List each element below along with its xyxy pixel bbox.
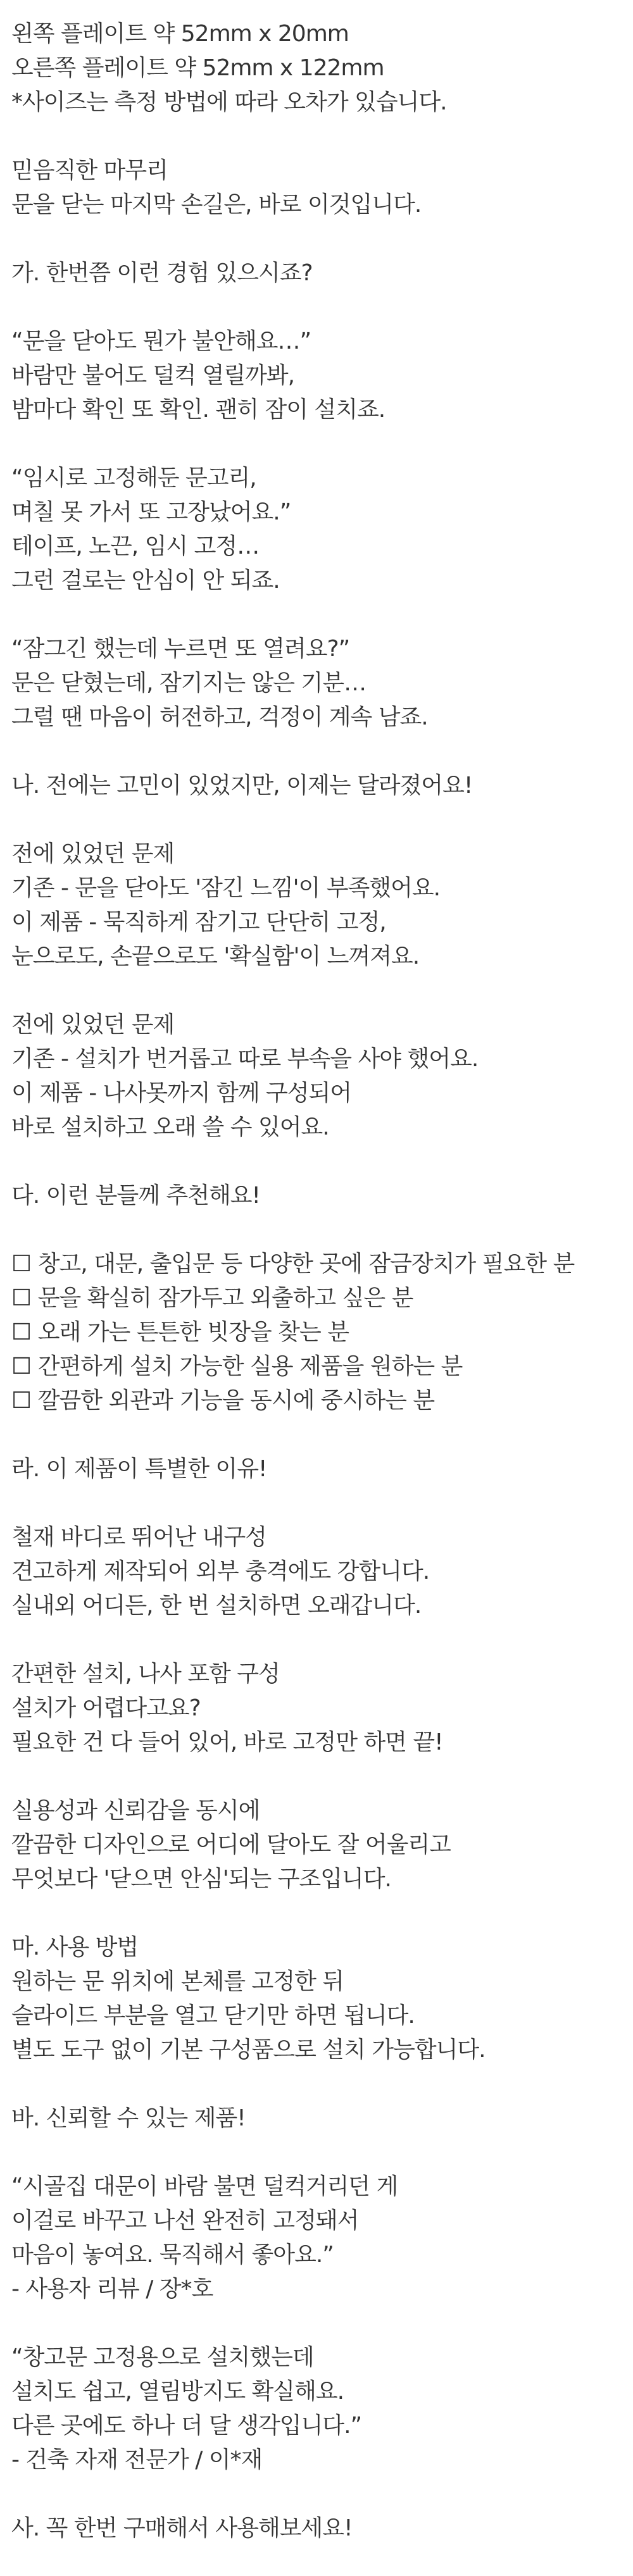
feature-2-line-2: 필요한 건 다 들어 있어, 바로 고정만 하면 끝! — [11, 1729, 443, 1755]
recommend-item-3: ☐ 오래 가는 튼튼한 빗장을 찾는 분 — [11, 1319, 349, 1345]
feature-1-line-2: 실내외 어디든, 한 번 설치하면 오래갑니다. — [11, 1593, 422, 1619]
case-2-line-4: 그런 걸로는 안심이 안 되죠. — [11, 568, 280, 594]
case-2-line-2: 며칠 못 가서 또 고장났어요.” — [11, 499, 291, 525]
review-2-line-1: “창고문 고정용으로 설치했는데 — [11, 2344, 314, 2370]
feature-1-line-1: 견고하게 제작되어 외부 충격에도 강합니다. — [11, 1559, 430, 1584]
case-1-line-3: 밤마다 확인 또 확인. 괜히 잠이 설치죠. — [11, 397, 385, 423]
recommend-item-4: ☐ 간편하게 설치 가능한 실용 제품을 원하는 분 — [11, 1353, 463, 1379]
section-heading-ra: 라. 이 제품이 특별한 이유! — [11, 1456, 267, 1482]
review-2-line-2: 설치도 쉽고, 열림방지도 확실해요. — [11, 2379, 344, 2405]
feature-1-title: 철재 바디로 뛰어난 내구성 — [11, 1524, 266, 1550]
case-3-line-3: 그럴 땐 마음이 허전하고, 걱정이 계속 남죠. — [11, 704, 428, 730]
recommend-item-1: ☐ 창고, 대문, 출입문 등 다양한 곳에 잠금장치가 필요한 분 — [11, 1251, 575, 1277]
section-heading-ma: 마. 사용 방법 — [11, 1934, 139, 1960]
problem-1-before: 기존 - 문을 닫아도 '잠긴 느낌'이 부족했어요. — [11, 875, 441, 901]
usage-line-2: 슬라이드 부분을 열고 닫기만 하면 됩니다. — [11, 2003, 415, 2029]
case-3-line-1: “잠그긴 했는데 누르면 또 열려요?” — [11, 636, 350, 662]
problem-2-after-cont: 바로 설치하고 오래 쓸 수 있어요. — [11, 1114, 329, 1140]
problem-2-after: 이 제품 - 나사못까지 함께 구성되어 — [11, 1080, 352, 1106]
spec-right-plate: 오른쪽 플레이트 약 52mm x 122mm — [11, 55, 384, 81]
case-1-line-1: “문을 닫아도 뭔가 불안해요…” — [11, 328, 311, 354]
case-2-line-3: 테이프, 노끈, 임시 고정… — [11, 533, 260, 559]
review-1-line-3: 마음이 놓여요. 묵직해서 좋아요.” — [11, 2242, 334, 2268]
review-1-author: - 사용자 리뷰 / 장*호 — [11, 2276, 213, 2302]
case-3-line-2: 문은 닫혔는데, 잠기지는 않은 기분… — [11, 670, 367, 696]
feature-3-line-1: 깔끔한 디자인으로 어디에 달아도 잘 어울리고 — [11, 1832, 451, 1858]
problem-1-after: 이 제품 - 묵직하게 잠기고 단단히 고정, — [11, 909, 386, 935]
case-2-line-1: “임시로 고정해둔 문고리, — [11, 465, 256, 491]
recommend-item-2: ☐ 문을 확실히 잠가두고 외출하고 싶은 분 — [11, 1285, 413, 1311]
spec-left-plate: 왼쪽 플레이트 약 52mm x 20mm — [11, 21, 349, 47]
review-2-author: - 건축 자재 전문가 / 이*재 — [11, 2447, 263, 2473]
intro-subline: 문을 닫는 마지막 손길은, 바로 이것입니다. — [11, 192, 422, 218]
feature-3-title: 실용성과 신뢰감을 동시에 — [11, 1798, 260, 1824]
case-1-line-2: 바람만 불어도 덜컥 열릴까봐, — [11, 363, 295, 389]
section-heading-na: 나. 전에는 고민이 있었지만, 이제는 달라졌어요! — [11, 773, 473, 799]
problem-1-title: 전에 있었던 문제 — [11, 841, 175, 867]
intro-headline: 믿음직한 마무리 — [11, 158, 168, 184]
section-heading-da: 다. 이런 분들께 추천해요! — [11, 1183, 260, 1209]
review-2-line-3: 다른 곳에도 하나 더 달 생각입니다.” — [11, 2413, 362, 2439]
usage-line-3: 별도 도구 없이 기본 구성품으로 설치 가능합니다. — [11, 2037, 486, 2063]
problem-1-after-cont: 눈으로도, 손끝으로도 '확실함'이 느껴져요. — [11, 943, 420, 969]
section-heading-ga: 가. 한번쯤 이런 경험 있으시죠? — [11, 260, 313, 286]
section-heading-ba: 바. 신뢰할 수 있는 제품! — [11, 2105, 246, 2131]
problem-2-before: 기존 - 설치가 번거롭고 따로 부속을 사야 했어요. — [11, 1046, 479, 1072]
problem-2-title: 전에 있었던 문제 — [11, 1012, 175, 1038]
feature-2-title: 간편한 설치, 나사 포함 구성 — [11, 1661, 280, 1687]
section-heading-sa: 사. 꼭 한번 구매해서 사용해보세요! — [11, 2515, 353, 2541]
usage-line-1: 원하는 문 위치에 본체를 고정한 뒤 — [11, 1969, 344, 1994]
feature-3-line-2: 무엇보다 '닫으면 안심'되는 구조입니다. — [11, 1866, 391, 1892]
spec-note: *사이즈는 측정 방법에 따라 오차가 있습니다. — [11, 89, 447, 115]
review-1-line-1: “시골집 대문이 바람 불면 덜컥거리던 게 — [11, 2174, 398, 2200]
recommend-item-5: ☐ 깔끔한 외관과 기능을 동시에 중시하는 분 — [11, 1388, 435, 1414]
review-1-line-2: 이걸로 바꾸고 나선 완전히 고정돼서 — [11, 2208, 359, 2234]
feature-2-line-1: 설치가 어렵다고요? — [11, 1695, 201, 1721]
